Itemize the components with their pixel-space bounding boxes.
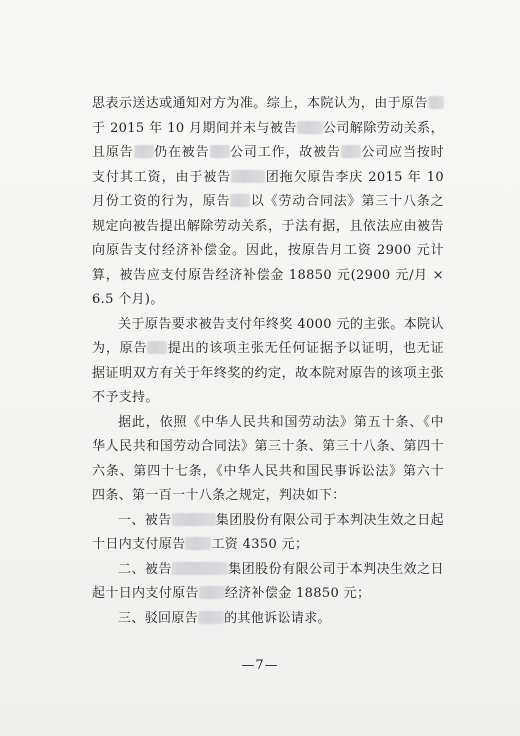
text-run: 三、驳回原告 (118, 610, 199, 626)
redaction-mark (210, 145, 230, 158)
text-run: 二、被告 (118, 561, 172, 577)
redaction-mark (147, 341, 167, 354)
text-run: 于 2015 年 10 月期间并未与被告 (92, 120, 297, 136)
text-run: 据此，依照《中华人民共和国劳动法》第五十条、《中华人民共和国劳动合同法》第三十条、第三十八条、第四十六条、第四十七条，《中华人民共和国民事诉讼法》第六十四条、第一百一十八条之规定，判决如下： (92, 414, 444, 503)
redaction-mark (172, 513, 216, 526)
page-number: —7— (241, 658, 279, 673)
judgment-item-3 (92, 607, 444, 632)
text-run: 提出的该项主张无任何证据予以证明，也无证据证明双方有关于年终奖的约定，故本院对原告的该项主张不予支持。 (92, 341, 444, 405)
text-run: 公司工作，故被告 (229, 145, 341, 160)
text-run: 公司应当按时支付其工资，由于被告 (92, 145, 444, 185)
redaction-mark (199, 586, 225, 599)
redaction-mark (231, 170, 265, 183)
redaction-mark (134, 145, 154, 158)
text-run: 团拖欠原告李庆 2015 年 10 月份工资的行为，原告 (92, 169, 444, 209)
redaction-mark (198, 611, 224, 624)
text-run: 以《劳动合同法》第三十八条之规定向被告提出解除劳动关系，于法有据，且依法应由被告向原告支付经济补偿金。因此，按原告月工资 2900 元计算，被告应支付原告经济补偿金 18850 元(2900 元/月 × 6.5 个月)。 (92, 194, 444, 307)
text-run: 思表示送达或通知对方为准。综上，本院认为，由于原告 (92, 96, 428, 111)
redaction-mark (297, 121, 323, 134)
text-run: 关于原告要求被告支付年终奖 4000 元的主张。本院认为，原告 (92, 316, 444, 356)
redaction-mark (428, 96, 444, 109)
text-run: 工资 4350 元； (211, 537, 309, 552)
text-run: 仍在被告 (153, 145, 210, 160)
text-run: 集团股份有限公司于本判决生效之日起十日内支付原告 (92, 512, 444, 552)
redaction-mark (172, 562, 228, 575)
text-run: 的其他诉讼请求。 (224, 610, 331, 626)
redaction-mark (230, 194, 250, 207)
text-run: 一、被告 (118, 512, 172, 528)
judgment-item-2 (92, 558, 444, 607)
paragraph-legal-basis (92, 411, 444, 509)
redaction-mark (185, 537, 211, 550)
document-body (92, 92, 444, 631)
text-run: 集团股份有限公司于本判决生效之日起十日内支付原告 (92, 561, 444, 601)
judgment-item-1 (92, 509, 444, 558)
text-run: 经济补偿金 18850 元； (224, 586, 371, 601)
redaction-mark (341, 145, 361, 158)
paragraph-conclusion (92, 92, 444, 313)
text-run: 公司解除劳动关系，且原告 (92, 120, 444, 160)
paragraph-year-end-bonus (92, 313, 444, 411)
